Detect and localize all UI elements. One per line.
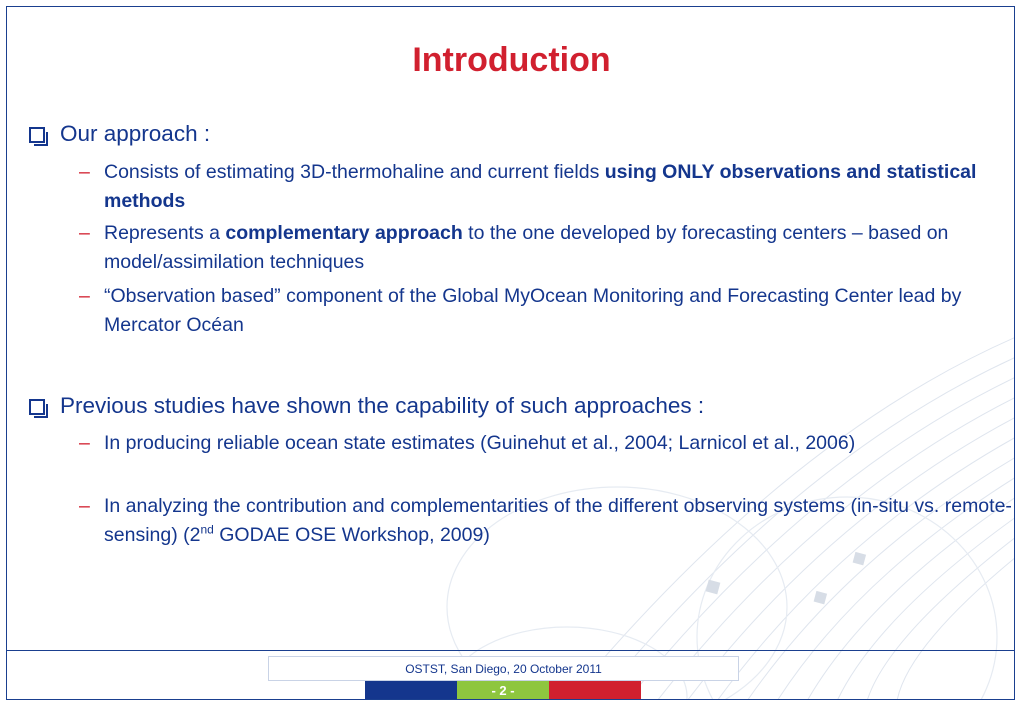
- footer-divider: [7, 650, 1015, 651]
- slide-title: Introduction: [412, 41, 611, 79]
- item-text: “Observation based” component of the Global MyOcean Monitoring and Forecasting Center lead by Mercator Océan: [104, 285, 962, 336]
- dash-bullet-icon: –: [79, 495, 90, 517]
- dash-bullet-icon: –: [79, 432, 90, 454]
- section-2-heading-text: Previous studies have shown the capability of such approaches :: [60, 393, 705, 418]
- section-1-item-3: [79, 282, 1014, 340]
- background-swirl-decoration: [7, 7, 1015, 700]
- section-2-item-2: [79, 492, 1014, 550]
- page-number: - 2 -: [457, 681, 549, 700]
- item-text-plain: Consists of estimating 3D-thermohaline and current fields: [104, 161, 605, 183]
- item-text: [104, 158, 1014, 216]
- footer-event-label: OSTST, San Diego, 20 October 2011: [268, 656, 739, 681]
- dash-bullet-icon: –: [79, 161, 90, 183]
- item-text-plain: GODAE OSE Workshop, 2009): [213, 524, 490, 546]
- item-text-plain: to the one developed by forecasting centers – based on model/assimilation techniques: [104, 222, 949, 273]
- dash-bullet-icon: –: [79, 222, 90, 244]
- checkbox-bullet-icon: [29, 127, 45, 143]
- item-text-bold: using ONLY observations and statistical methods: [104, 161, 977, 212]
- item-text-plain: In analyzing the contribution and complementarities of the different observing systems (in-situ vs. remote-sensing) (2: [104, 495, 1012, 546]
- item-text: [104, 219, 1014, 277]
- checkbox-bullet-icon: [29, 399, 45, 415]
- section-2-item-1: [79, 429, 1014, 458]
- item-text: In producing reliable ocean state estimates (Guinehut et al., 2004; Larnicol et al., 2006): [104, 432, 856, 454]
- footer-bar-red: [549, 681, 641, 700]
- item-text-superscript: nd: [200, 522, 214, 537]
- section-1-heading: [29, 119, 210, 149]
- section-1-item-1: [79, 158, 1014, 216]
- slide-frame: [6, 6, 1015, 700]
- item-text: [104, 492, 1014, 550]
- section-1-heading-text: Our approach :: [60, 121, 211, 146]
- dash-bullet-icon: –: [79, 285, 90, 307]
- section-2-heading: [29, 391, 704, 421]
- item-text-bold: complementary approach: [225, 222, 463, 244]
- item-text-plain: Represents a: [104, 222, 226, 244]
- footer-bar-blue: [365, 681, 457, 700]
- section-1-item-2: [79, 219, 1014, 277]
